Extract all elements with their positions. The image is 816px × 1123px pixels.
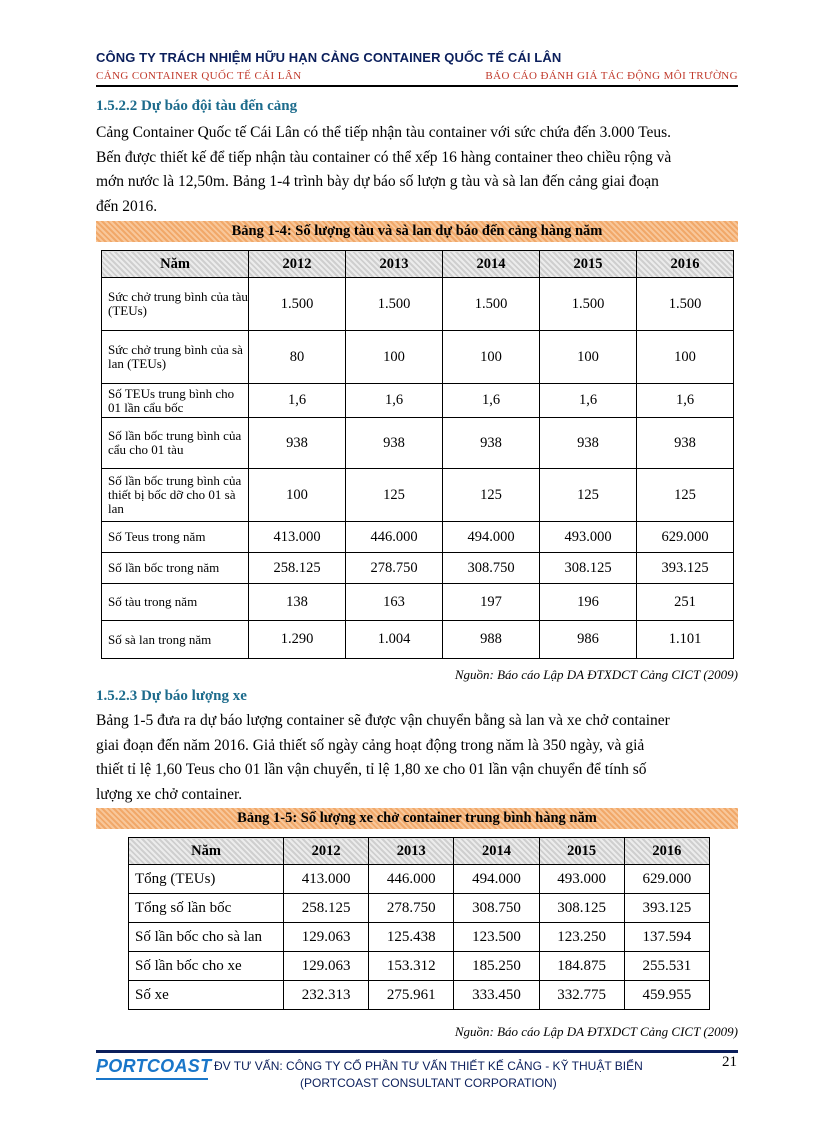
column-header: 2016: [637, 251, 734, 278]
table-cell: 1,6: [249, 384, 346, 418]
table-cell: 100: [540, 331, 637, 384]
column-header: 2012: [249, 251, 346, 278]
paragraph-line: thiết tỉ lệ 1,60 Teus cho 01 lần vận chuyển, tỉ lệ 1,80 xe cho 01 lần vận chuyển để tính số: [96, 761, 647, 778]
table-row: [129, 923, 710, 952]
page-number: 21: [722, 1054, 737, 1070]
table-cell: 129.063: [284, 952, 369, 981]
table-cell: 1.101: [637, 621, 734, 659]
table-caption-1-5: Bảng 1-5: Số lượng xe chở container trung bình hàng năm: [96, 808, 738, 829]
table-cell: 125: [540, 469, 637, 522]
table-row: [102, 553, 734, 584]
table-cell: 278.750: [369, 894, 454, 923]
header-divider: [96, 85, 738, 87]
paragraph-line: mớn nước là 12,50m. Bảng 1-4 trình bày dự báo số lượn g tàu và sà lan đến cảng giai đoạn: [96, 173, 659, 190]
paragraph-line: Bến được thiết kế để tiếp nhận tàu container có thể xếp 16 hàng container theo chiều rộng và: [96, 148, 672, 166]
header-subtitle-left: CẢNG CONTAINER QUỐC TẾ CÁI LÂN: [96, 70, 302, 82]
table-row: [102, 418, 734, 469]
table-cell: 153.312: [369, 952, 454, 981]
table-cell: 308.750: [454, 894, 539, 923]
table-cell: 1.290: [249, 621, 346, 659]
paragraph-line: giai đoạn đến năm 2016. Giả thiết số ngày cảng hoạt động trong năm là 350 ngày, và giả: [96, 736, 645, 754]
table-cell: 1,6: [346, 384, 443, 418]
table-source-1-4: Nguồn: Báo cáo Lập DA ĐTXDCT Cảng CICT (2009): [454, 667, 738, 682]
table-row: [129, 865, 710, 894]
table-row: [102, 278, 734, 331]
table-cell: 494.000: [454, 865, 539, 894]
table-header-row: [102, 251, 734, 278]
table-cell: 258.125: [284, 894, 369, 923]
portcoast-logo: PORTCOAST: [96, 1056, 212, 1076]
table-cell: 125: [346, 469, 443, 522]
table-cell: 308.125: [540, 553, 637, 584]
table-cell: 197: [443, 584, 540, 621]
table-cell: 1.500: [443, 278, 540, 331]
table-cell: 1,6: [540, 384, 637, 418]
table-cell: 1.500: [249, 278, 346, 331]
row-label: Sức chở trung bình của sà lan (TEUs): [102, 331, 249, 384]
table-cell: 938: [346, 418, 443, 469]
table-cell: 123.250: [539, 923, 624, 952]
table-cell: 185.250: [454, 952, 539, 981]
table-cell: 100: [346, 331, 443, 384]
table-cell: 184.875: [539, 952, 624, 981]
table-row: [102, 384, 734, 418]
table-cell: 446.000: [369, 865, 454, 894]
table-cell: 232.313: [284, 981, 369, 1010]
table-cell: 493.000: [540, 522, 637, 553]
table-row: [129, 894, 710, 923]
table-cell: 413.000: [249, 522, 346, 553]
table-cell: 123.500: [454, 923, 539, 952]
table-cell: 333.450: [454, 981, 539, 1010]
row-label: Tổng (TEUs): [129, 865, 284, 894]
table-cell: 1,6: [443, 384, 540, 418]
table-row: [102, 522, 734, 553]
table-cell: 938: [540, 418, 637, 469]
table-cell: 1.500: [346, 278, 443, 331]
table-cell: 137.594: [624, 923, 709, 952]
table-row: [129, 952, 710, 981]
table-cell: 629.000: [624, 865, 709, 894]
row-label: Sức chở trung bình của tàu (TEUs): [102, 278, 249, 331]
table-cell: 938: [637, 418, 734, 469]
table-cell: 1.500: [637, 278, 734, 331]
column-header: 2014: [443, 251, 540, 278]
table-cell: 1.004: [346, 621, 443, 659]
table-cell: 1,6: [637, 384, 734, 418]
table-cell: 196: [540, 584, 637, 621]
table-cell: 125: [637, 469, 734, 522]
section-heading-fleet: 1.5.2.2 Dự báo đội tàu đến cảng: [96, 98, 298, 114]
table-cell: 275.961: [369, 981, 454, 1010]
table-row: [102, 584, 734, 621]
table-cell: 129.063: [284, 923, 369, 952]
row-label: Số TEUs trung bình cho 01 lần cẩu bốc: [102, 384, 249, 418]
table-cell: 493.000: [539, 865, 624, 894]
logo-underline: [96, 1078, 208, 1080]
table-cell: 100: [637, 331, 734, 384]
table-cell: 100: [249, 469, 346, 522]
table-cell: 1.500: [540, 278, 637, 331]
row-label: Số lần bốc trung bình của cẩu cho 01 tàu: [102, 418, 249, 469]
paragraph-line: đến 2016.: [96, 197, 158, 215]
header-subtitle-right: BÁO CÁO ĐÁNH GIÁ TÁC ĐỘNG MÔI TRƯỜNG: [485, 70, 738, 82]
table-row: [102, 621, 734, 659]
table-cell: 332.775: [539, 981, 624, 1010]
table-cell: 988: [443, 621, 540, 659]
table-row: [102, 469, 734, 522]
table-cell: 494.000: [443, 522, 540, 553]
table-cell: 938: [249, 418, 346, 469]
table-row: [129, 981, 710, 1010]
table-header-row: [129, 838, 710, 865]
row-label: Số Teus trong năm: [102, 522, 249, 553]
column-header: 2014: [454, 838, 539, 865]
column-header: 2013: [369, 838, 454, 865]
column-header: 2015: [540, 251, 637, 278]
table-cell: 629.000: [637, 522, 734, 553]
footer-divider: [96, 1050, 738, 1053]
row-label: Tổng số lần bốc: [129, 894, 284, 923]
row-label: Số tàu trong năm: [102, 584, 249, 621]
paragraph-line: Bảng 1-5 đưa ra dự báo lượng container sẽ được vận chuyển bằng sà lan và xe chở container: [96, 712, 670, 729]
table-cell: 278.750: [346, 553, 443, 584]
table-cell: 100: [443, 331, 540, 384]
table-cell: 308.750: [443, 553, 540, 584]
row-label: Số lần bốc cho xe: [129, 952, 284, 981]
table-cell: 163: [346, 584, 443, 621]
paragraph-line: lượng xe chở container.: [96, 785, 243, 803]
table-trucks: [128, 837, 710, 1010]
table-cell: 413.000: [284, 865, 369, 894]
row-label: Số sà lan trong năm: [102, 621, 249, 659]
table-row: [102, 331, 734, 384]
table-cell: 459.955: [624, 981, 709, 1010]
table-caption-1-4: Bảng 1-4: Số lượng tàu và sà lan dự báo đến cảng hàng năm: [96, 221, 738, 242]
table-cell: 308.125: [539, 894, 624, 923]
column-header: 2012: [284, 838, 369, 865]
table-vessels: [101, 250, 734, 659]
footer-consultant: ĐV TƯ VẤN: CÔNG TY CỔ PHẦN TƯ VẤN THIẾT KẾ CẢNG - KỸ THUẬT BIỂN: [214, 1059, 643, 1073]
section-paragraph-fleet: [96, 121, 738, 219]
column-header: 2013: [346, 251, 443, 278]
footer-consultant-en: (PORTCOAST CONSULTANT CORPORATION): [300, 1076, 557, 1090]
column-header: Năm: [129, 838, 284, 865]
header-company: CÔNG TY TRÁCH NHIỆM HỮU HẠN CẢNG CONTAINER QUỐC TẾ CÁI LÂN: [96, 50, 562, 65]
table-cell: 255.531: [624, 952, 709, 981]
column-header: Năm: [102, 251, 249, 278]
table-cell: 393.125: [624, 894, 709, 923]
section-paragraph-vehicles: [96, 709, 738, 807]
table-cell: 986: [540, 621, 637, 659]
table-cell: 446.000: [346, 522, 443, 553]
row-label: Số xe: [129, 981, 284, 1010]
paragraph-line: Cảng Container Quốc tế Cái Lân có thể tiếp nhận tàu container với sức chứa đến 3.000 Teus.: [96, 124, 672, 141]
column-header: 2016: [624, 838, 709, 865]
table-cell: 258.125: [249, 553, 346, 584]
table-cell: 80: [249, 331, 346, 384]
table-cell: 138: [249, 584, 346, 621]
table-cell: 938: [443, 418, 540, 469]
column-header: 2015: [539, 838, 624, 865]
table-cell: 125: [443, 469, 540, 522]
table-cell: 393.125: [637, 553, 734, 584]
section-heading-vehicles: 1.5.2.3 Dự báo lượng xe: [96, 688, 247, 704]
table-cell: 251: [637, 584, 734, 621]
table-cell: 125.438: [369, 923, 454, 952]
table-source-1-5: Nguồn: Báo cáo Lập DA ĐTXDCT Cảng CICT (2009): [454, 1024, 738, 1039]
row-label: Số lần bốc cho sà lan: [129, 923, 284, 952]
row-label: Số lần bốc trung bình của thiết bị bốc dỡ cho 01 sà lan: [102, 469, 249, 522]
row-label: Số lần bốc trong năm: [102, 553, 249, 584]
